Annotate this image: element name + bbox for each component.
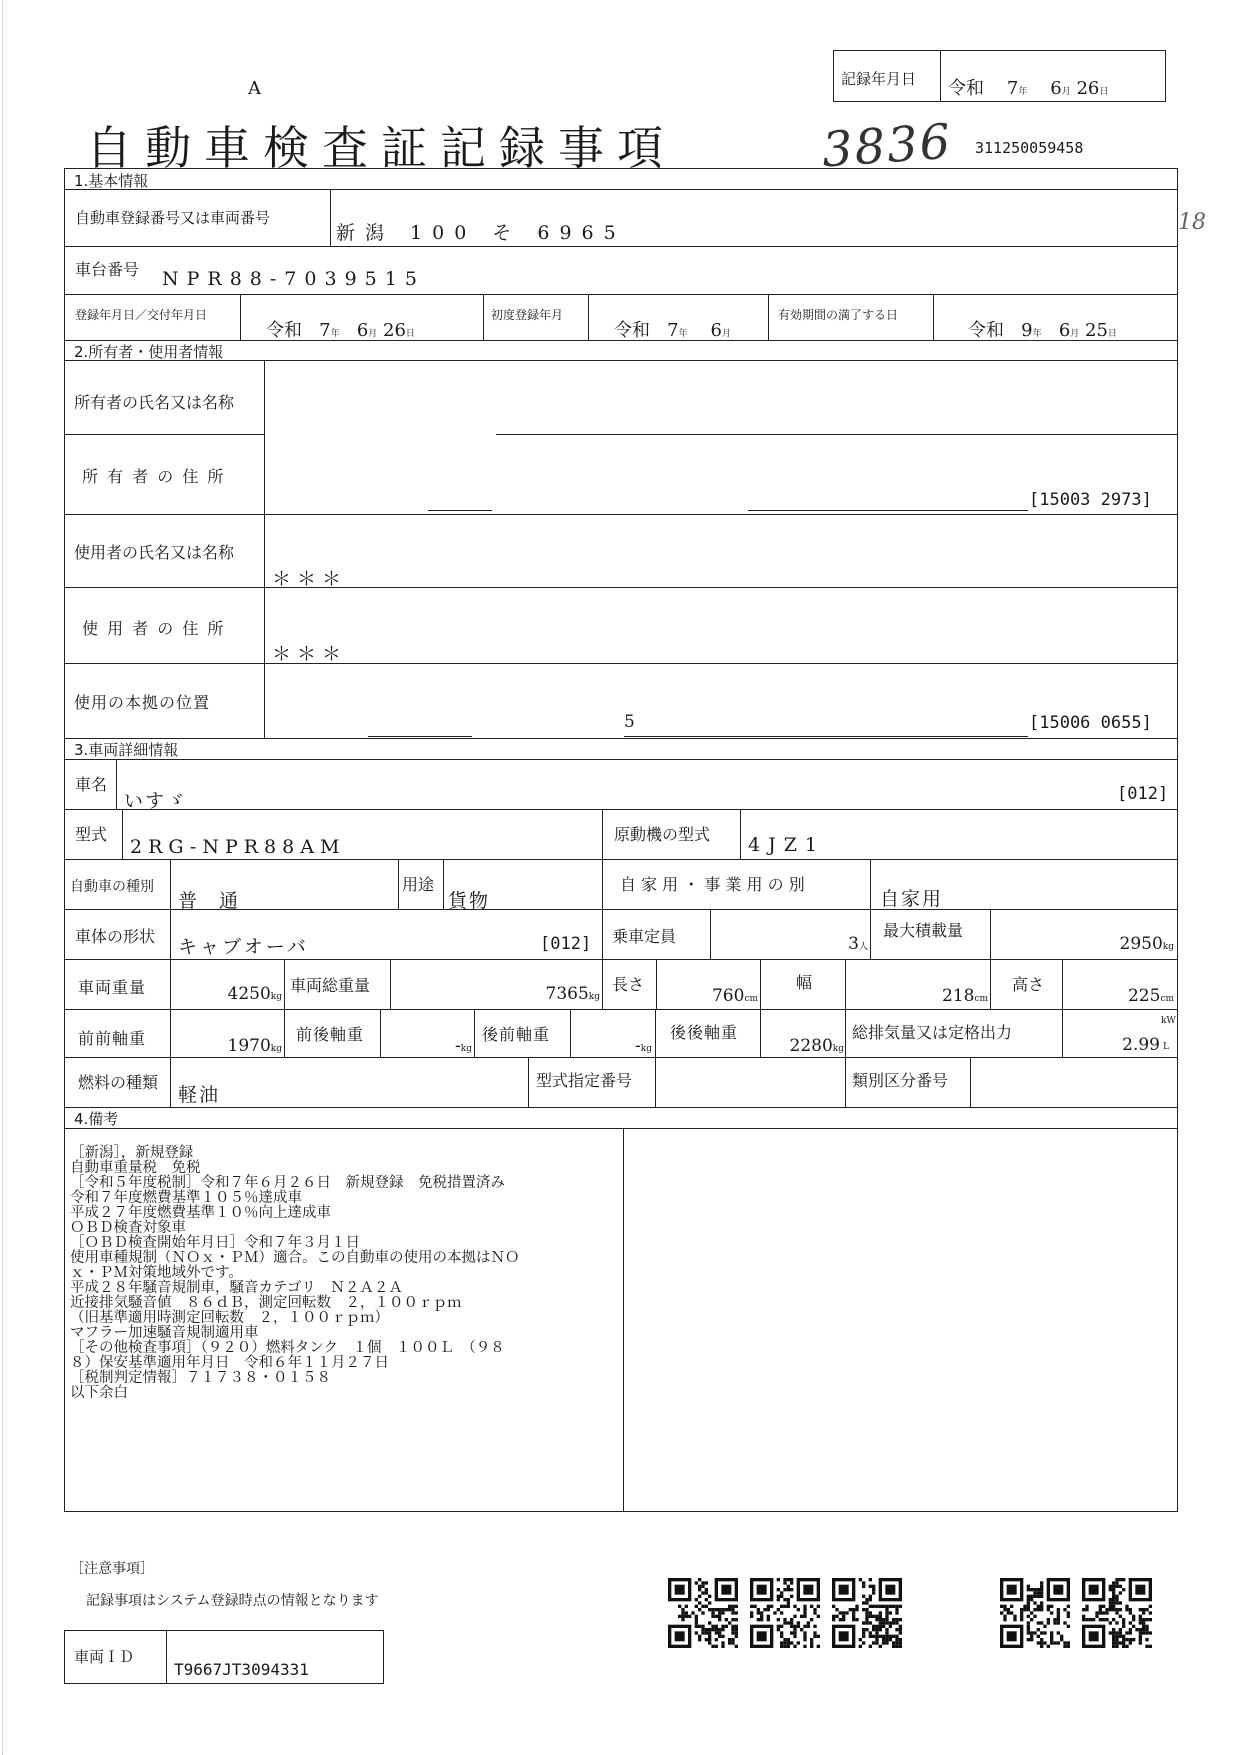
first-reg-value: 令和 7年 6月 bbox=[614, 320, 731, 341]
rf-axle-value: -kg bbox=[635, 1036, 652, 1056]
model-label: 型式 bbox=[75, 825, 108, 844]
private-business-label: 自 家 用 ・ 事 業 用 の 別 bbox=[620, 875, 805, 894]
remarks-line: （旧基準適用時測定回転数 ２，１００ｒｐｍ） bbox=[70, 1310, 389, 1326]
remarks-line: 以下余白 bbox=[70, 1385, 128, 1401]
record-date-value: 令和 7年 6月 26日 bbox=[948, 78, 1109, 99]
owner-name-label: 所有者の氏名又は名称 bbox=[74, 393, 235, 412]
fr-axle-value: -kg bbox=[455, 1036, 472, 1056]
remarks-line: 平成２８年騒音規制車，騒音カテゴリ Ｎ２Ａ２Ａ bbox=[70, 1280, 403, 1296]
owner-address-code: [15003 2973] bbox=[1029, 490, 1152, 510]
type-designation-label: 型式指定番号 bbox=[536, 1071, 633, 1090]
vehicle-id-value: T9667JT3094331 bbox=[174, 1660, 309, 1679]
remarks-line: 使用車種規制（ＮＯｘ・ＰＭ）適合。この自動車の使用の本拠はＮＯ bbox=[70, 1250, 520, 1266]
height-value: 225cm bbox=[1127, 986, 1174, 1006]
ff-axle-label: 前前軸重 bbox=[78, 1029, 147, 1048]
fuel-label: 燃料の種類 bbox=[78, 1073, 159, 1092]
record-date-label: 記録年月日 bbox=[841, 70, 917, 88]
fuel-value: 軽油 bbox=[178, 1084, 221, 1106]
remarks-line: 令和７年度燃費基準１０５％達成車 bbox=[70, 1190, 302, 1206]
kind-value: 普 通 bbox=[178, 890, 247, 912]
car-name-label: 車名 bbox=[75, 775, 108, 794]
displacement-unit-l: L bbox=[1163, 1042, 1169, 1052]
vehicle-weight-label: 車両重量 bbox=[78, 978, 147, 997]
remarks-line: ＯＢＤ検査対象車 bbox=[70, 1220, 186, 1236]
base-location-code: [15006 0655] bbox=[1029, 713, 1152, 733]
qr-code-icon bbox=[1082, 1578, 1152, 1648]
remarks-line: 自動車重量税 免税 bbox=[70, 1160, 201, 1176]
gross-weight-value: 7365kg bbox=[545, 984, 600, 1004]
reg-number-label: 自動車登録番号又は車両番号 bbox=[75, 209, 271, 227]
chassis-value: NPR88-7039515 bbox=[162, 268, 425, 290]
document-title: 自動車検査証記録事項 bbox=[86, 121, 676, 175]
vehicle-weight-value: 4250kg bbox=[227, 984, 282, 1004]
rr-axle-label: 後後軸重 bbox=[670, 1023, 739, 1042]
max-load-label: 最大積載量 bbox=[883, 921, 964, 940]
reg-date-label: 登録年月日／交付年月日 bbox=[75, 308, 208, 322]
use-label: 用途 bbox=[402, 875, 435, 894]
left-margin-line bbox=[2, 0, 3, 1755]
reg-date-value: 令和 7年 6月 26日 bbox=[266, 320, 415, 341]
notice-heading: ［注意事項］ bbox=[70, 1561, 154, 1577]
section4-heading: 4.備考 bbox=[74, 1110, 119, 1128]
qr-code-icon bbox=[668, 1578, 738, 1648]
use-value: 貨物 bbox=[448, 890, 491, 912]
remarks-line: ［新潟］，新規登録 bbox=[70, 1145, 194, 1161]
remarks-text bbox=[70, 1146, 630, 1401]
expiry-value: 令和 9年 6月 25日 bbox=[968, 320, 1117, 341]
remarks-line: マフラー加速騒音規制適用車 bbox=[70, 1325, 259, 1341]
record-date-year: 7 bbox=[1006, 78, 1019, 99]
car-name-value: いすゞ bbox=[124, 790, 188, 812]
displacement-value: 2.99 bbox=[1122, 1035, 1160, 1055]
car-name-code: [012] bbox=[1117, 784, 1169, 804]
qr-code-icon bbox=[750, 1578, 820, 1648]
body-shape-code: [012] bbox=[540, 934, 592, 954]
section1-heading: 1.基本情報 bbox=[74, 172, 149, 190]
remarks-line: ［ＯＢＤ検査開始年月日］令和７年３月１日 bbox=[70, 1235, 360, 1251]
capacity-value: 3人 bbox=[848, 934, 868, 954]
side-mark: 18 bbox=[1178, 210, 1206, 235]
remarks-line: 平成２７年度燃費基準１０％向上達成車 bbox=[70, 1205, 331, 1221]
remarks-line: ８）保安基準適用年月日 令和６年１１月２７日 bbox=[70, 1355, 389, 1371]
base-location-fragment: 5 bbox=[624, 712, 635, 732]
capacity-label: 乗車定員 bbox=[612, 927, 677, 946]
height-label: 高さ bbox=[1012, 975, 1045, 994]
notice-text: 記録事項はシステム登録時点の情報となります bbox=[86, 1593, 379, 1609]
remarks-line: ［令和５年度税制］令和７年６月２６日 新規登録 免税措置済み bbox=[70, 1175, 505, 1191]
remarks-line: ［その他検査事項］（９２０）燃料タンク １個 １００Ｌ （９８ bbox=[70, 1340, 505, 1356]
private-business-value: 自家用 bbox=[880, 888, 944, 910]
length-value: 760cm bbox=[711, 986, 758, 1006]
ff-axle-value: 1970kg bbox=[227, 1036, 282, 1056]
body-shape-label: 車体の形状 bbox=[75, 927, 156, 946]
user-address-value: ＊＊＊ bbox=[272, 643, 348, 665]
reg-number-value: 新潟 100 そ 6965 bbox=[336, 222, 626, 244]
rr-axle-value: 2280kg bbox=[789, 1036, 844, 1056]
vehicle-id-label: 車両ＩＤ bbox=[74, 1648, 135, 1666]
user-name-label: 使用者の氏名又は名称 bbox=[74, 543, 235, 562]
record-date-month: 6 bbox=[1050, 78, 1062, 99]
first-reg-label: 初度登録年月 bbox=[491, 308, 564, 322]
max-load-value: 2950kg bbox=[1119, 934, 1174, 954]
handwritten-number: 3836 bbox=[820, 113, 954, 179]
remarks-line: ｘ・ＰＭ対策地域外です。 bbox=[70, 1265, 243, 1281]
category-number-label: 類別区分番号 bbox=[852, 1071, 949, 1090]
base-location-label: 使用の本拠の位置 bbox=[74, 693, 211, 712]
user-address-label: 使 用 者 の 住 所 bbox=[82, 619, 226, 638]
gross-weight-label: 車両総重量 bbox=[290, 976, 371, 995]
displacement-label: 総排気量又は定格出力 bbox=[852, 1023, 1013, 1042]
model-value: 2RG-NPR88AM bbox=[130, 836, 346, 858]
user-name-value: ＊＊＊ bbox=[272, 568, 348, 590]
remarks-line: 近接排気騒音値 ８６ｄＢ，測定回転数 ２，１００ｒｐｍ bbox=[70, 1295, 462, 1311]
chassis-label: 車台番号 bbox=[75, 260, 140, 279]
remarks-line: ［税制判定情報］７１７３８・０１５８ bbox=[70, 1370, 331, 1386]
record-date-day: 26 bbox=[1076, 78, 1100, 99]
header-mark: A bbox=[248, 78, 261, 99]
section3-heading: 3.車両詳細情報 bbox=[74, 741, 179, 759]
fr-axle-label: 前後軸重 bbox=[296, 1025, 365, 1044]
body-shape-value: キャブオーバ bbox=[178, 936, 309, 958]
rf-axle-label: 後前軸重 bbox=[482, 1025, 551, 1044]
section2-heading: 2.所有者・使用者情報 bbox=[74, 343, 224, 361]
width-label: 幅 bbox=[796, 973, 813, 992]
qr-code-icon bbox=[832, 1578, 902, 1648]
engine-label: 原動機の型式 bbox=[614, 825, 711, 844]
length-label: 長さ bbox=[612, 975, 645, 994]
engine-value: 4JZ1 bbox=[748, 834, 825, 856]
expiry-label: 有効期間の満了する日 bbox=[778, 308, 899, 322]
displacement-unit-kw: kW bbox=[1161, 1016, 1176, 1026]
record-date-era: 令和 bbox=[948, 78, 984, 99]
qr-code-icon bbox=[1000, 1578, 1070, 1648]
owner-address-label: 所 有 者 の 住 所 bbox=[82, 467, 226, 486]
width-value: 218cm bbox=[941, 986, 988, 1006]
kind-label: 自動車の種別 bbox=[70, 879, 154, 895]
document-number: 311250059458 bbox=[975, 139, 1084, 157]
